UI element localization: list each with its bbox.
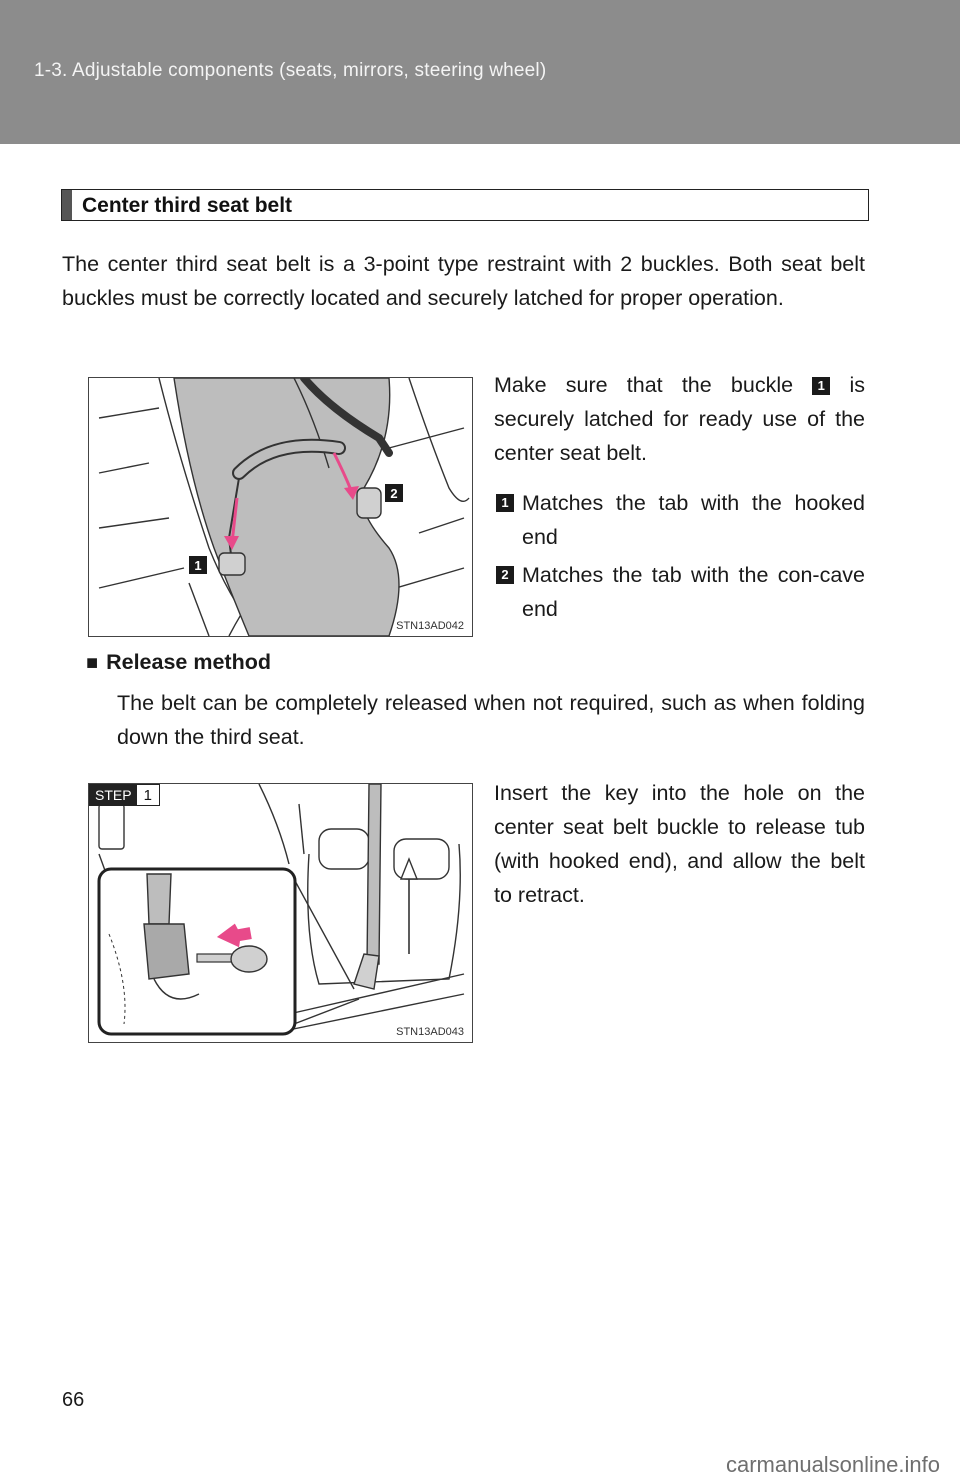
inline-marker-1: 1: [812, 377, 830, 395]
section-title: Center third seat belt: [82, 194, 293, 217]
buckle-match-list: [494, 486, 865, 630]
figure1-description: [494, 368, 865, 470]
step1-description: Insert the key into the hole on the center seat belt buckle to release tub (with hooked end), and allow the belt to retract.: [494, 781, 865, 907]
step-number: 1: [137, 785, 159, 805]
list-item: [494, 558, 865, 626]
step-label: [89, 784, 160, 806]
figure-release-key: [88, 783, 473, 1043]
bullet-square: ■: [86, 652, 99, 674]
list-marker-2: 2: [496, 566, 514, 584]
list-item-text: Matches the tab with the hooked end: [522, 491, 865, 549]
key-release-illustration: [89, 784, 473, 1043]
list-marker-1: 1: [496, 494, 514, 512]
figure1-text-before: Make sure that the buckle: [494, 373, 794, 397]
watermark: carmanualsonline.info: [725, 1452, 940, 1477]
release-heading-text: Release method: [106, 650, 271, 674]
figure2-code: STN13AD043: [396, 1026, 464, 1038]
section-heading-bar: [61, 189, 869, 221]
chapter-title: 1-3. Adjustable components (seats, mirrors, steering wheel): [34, 60, 547, 81]
figure1-callout-1: 1: [194, 558, 202, 573]
seat-belt-illustration: [89, 378, 473, 637]
figure1-code: STN13AD042: [396, 620, 464, 632]
release-method-body: The belt can be completely released when not required, such as when folding down the third seat.: [117, 691, 865, 749]
list-item: [494, 486, 865, 554]
header-band: [0, 0, 960, 144]
figure-seat-belt-buckles: [88, 377, 473, 637]
figure1-callout-2: 2: [390, 486, 398, 501]
list-item-text: Matches the tab with the con-cave end: [522, 563, 865, 621]
intro-paragraph: The center third seat belt is a 3-point type restraint with 2 buckles. Both seat belt buckles must be correctly located and securely latched for proper operation.: [62, 252, 865, 310]
section-accent: [62, 190, 72, 220]
figure1-text-after: is securely latched for ready use of the center seat belt.: [494, 373, 865, 465]
release-method-heading: [86, 650, 271, 675]
page-number: 66: [62, 1389, 85, 1411]
step-word: STEP: [90, 785, 137, 805]
